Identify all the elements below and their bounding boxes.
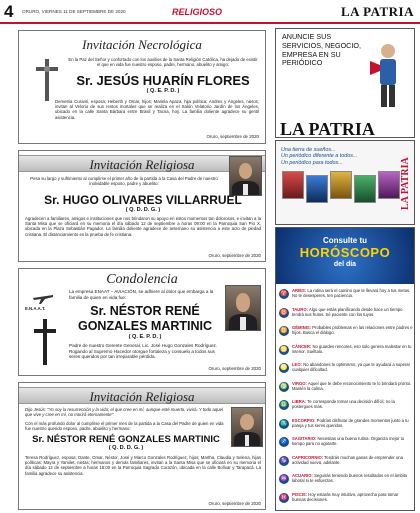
sign-prediction: Podrías disfrutar de grandes momentos junto a tu pareja y tus seres queridos. [292, 417, 409, 428]
sign-name: GÉMINIS: [292, 325, 312, 330]
magazine-cover-icon [354, 175, 376, 203]
newspaper-brand: LA PATRIA [341, 4, 414, 19]
sign-name: CÁNCER: [292, 343, 312, 349]
horoscope-banner-title: HORÓSCOPO [299, 245, 391, 260]
horoscope-text [292, 288, 413, 298]
notice-condolencia [18, 268, 266, 376]
sign-name: PISCIS: [292, 491, 308, 497]
section-title: RELIGIOSO [172, 7, 223, 17]
horoscope-text [292, 399, 413, 409]
deceased-photo [231, 407, 263, 447]
zodiac-icon: ♋ [280, 346, 288, 353]
cross-icon [29, 317, 61, 367]
horoscope-sign [279, 399, 413, 418]
notice-title: Invitación Religiosa [19, 155, 265, 172]
sign-prediction: Probables problemas en las relaciones entre padres e hijos. Busca el diálogo. [292, 325, 413, 335]
notice-body: Agradecen a familiares, amigos e instituciones que nos brindaron su apoyo en estos momentos tan dolorosos, e invitan a la Santa Misa que se oficiará en su memoria el día sábado 12 de septiembre a horas 09:00 en la Parroquia San Pío X, ubicada en la Plaza Sebastián Pagador. La familia doliente agradece de antemano su asistencia a este acto de piedad cristiana. El distanciamiento es la prueba de fe cristiana. [25, 216, 261, 237]
horoscope-sign [279, 344, 413, 363]
deceased-subtitle: ( Q. D. D. G. ) [125, 207, 161, 213]
deceased-photo [225, 285, 261, 331]
horoscope-text [292, 418, 413, 428]
sign-name: ESCORPIO: [292, 417, 316, 423]
deceased-name: Sr. NÉSTOR RENÉ GONZALES MARTINIC [32, 434, 220, 445]
deceased-name: Sr. HUGO OLIVARES VILLARRUEL [44, 193, 242, 207]
sign-name: SAGITARIO: [292, 436, 317, 441]
horoscope-sign [279, 307, 413, 326]
notice-signature: Oruro, septiembre de 2020 [208, 366, 261, 371]
ad-line-3: Un periódico para todos... [281, 159, 343, 166]
sign-prediction: No abandones tu optimismo, ya que te ayudará a superar cualquier dificultad. [292, 362, 411, 372]
notice-title: Condolencia [106, 272, 178, 287]
horoscope-sign [279, 362, 413, 381]
zodiac-icon: ♍ [280, 383, 288, 390]
sign-prediction: Necesitas una buena rutina. Organiza mejor tu tiempo para no agotarte. [292, 436, 405, 446]
zodiac-icon: ♐ [280, 439, 288, 445]
deceased-name-line1: Sr. NÉSTOR RENÉ [90, 304, 200, 318]
ad-anuncie[interactable] [275, 28, 415, 138]
horoscope-text [292, 381, 413, 391]
notice-intro: En la Paz del Señor y confortado con los auxilios de la Santa Religión Católica, ha dejado de existir el que en vida fue nuestro esposo, padre, hermano, abuelito y amigo: [68, 57, 258, 68]
bible-quote: Dijo Jesús: "Yo soy la resurrección y la vida; el que cree en mí, aunque esté muerto, vivirá. Y todo aquel que vive y cree en mí, no morirá eternamente" [25, 407, 223, 418]
sign-name: ARIES: [292, 288, 307, 293]
ad-logo: LA PATRIA [280, 119, 375, 139]
horoscope-banner-bottom: del día [333, 261, 357, 268]
horoscope-panel [275, 227, 415, 511]
sign-name: LIBRA: [292, 399, 307, 404]
sign-prediction: Aquel que te debe reconocimiento te lo brindará pronto. Mantén la calma. [292, 380, 412, 391]
sign-prediction: Seguirás teniendo buenos resultados en el ámbito laboral si te esfuerzas. [292, 473, 408, 483]
page-number: 4 [4, 2, 14, 21]
notice-body: Padre de nuestro Gerente General, Lic. José Hugo Gonzales Rodríguez. Rogando al Supremo Hacedor otorgue fortaleza y consuelo a todos sus seres queridos por tan irreparable pérdida. [69, 343, 218, 360]
zodiac-icon: ♈ [280, 291, 288, 297]
notice-signature: Oruro, septiembre de 2020 [208, 253, 261, 258]
notice-body: Teresa Rodríguez, esposa; Dante, Omar, Néstor, José y Marco Gonzales Rodríguez, hijos; Martha, Claudia y Selena, hijas políticas; Mayra y Yamilet, nietas; hermanos y demás familiares, invitan a la Santa Misa que se oficiará en su memoria el día sábado 12 de septiembre a horas 18:00 en la Parroquia Sagrado Corazón, ubicada en la calle Bolívar y Tarapacá. La familia agradece su asistencia. [25, 455, 261, 476]
zodiac-icon: ♓ [280, 494, 288, 501]
deceased-subtitle: ( Q. D. D. G. ) [108, 445, 144, 451]
horoscope-banner [276, 228, 414, 284]
sign-prediction: La rutina será el camino que te llevará hoy a tus metas. No te desesperes, ten paciencia. [292, 288, 411, 298]
horoscope-sign [279, 381, 413, 400]
ad-vertical-brand: LA PATRIA [400, 157, 411, 211]
horoscope-text [292, 436, 413, 446]
ad-line-1: Una tierra de sueños... [281, 147, 336, 153]
sign-name: LEO: [292, 362, 303, 367]
notice-signature: Oruro, septiembre de 2020 [206, 134, 259, 139]
sign-name: TAURO: [292, 306, 308, 312]
magazine-cover-icon [330, 171, 352, 199]
horoscope-sign [279, 473, 413, 492]
deceased-photo [229, 156, 262, 196]
zodiac-icon: ♒ [280, 476, 288, 482]
sign-prediction: Te corresponde tomar una decisión difícil, no la postergues más. [292, 399, 395, 409]
zodiac-icon: ♑ [280, 457, 288, 464]
zodiac-icon: ♏ [280, 420, 288, 427]
notice-invitacion-gonzales [18, 382, 266, 510]
notice-invitacion-olivares [18, 150, 266, 262]
crucifix-icon [33, 57, 61, 103]
sign-name: CAPRICORNIO: [292, 454, 324, 460]
page-header [0, 0, 420, 24]
ad-text: ANUNCIE SUS SERVICIOS, NEGOCIO, EMPRESA EN SU PERIÓDICO [282, 32, 361, 68]
notice-title: Invitación Necrológica [82, 37, 202, 52]
ad-subscribe-text [281, 147, 357, 166]
horoscope-sign [279, 436, 413, 455]
magazine-cover-icon [306, 175, 328, 203]
org-label: E.N.A.A.T. [25, 306, 46, 311]
notice-intro: Con el más profundo dolor al cumplirse el primer mes de la partida a la Casa del Padre de quien en vida fue nuestro querido esposo, padre, abuelito y hermano: [25, 421, 224, 432]
horoscope-text [292, 362, 413, 372]
zodiac-icon: ♉ [280, 309, 288, 316]
deceased-subtitle: ( Q. E. P. D. ) [146, 88, 180, 94]
horoscope-text [292, 455, 413, 465]
deceased-subtitle: ( Q. E. P. D. ) [128, 334, 162, 340]
deceased-name-line2: GONZALES MARTINIC [77, 319, 213, 333]
horoscope-sign [279, 325, 413, 344]
sign-prediction: No guardes rencores, eso solo genera malestar en tu interior. Suéltalo. [292, 343, 412, 354]
horoscope-text [292, 307, 413, 317]
airplane-logo-icon [31, 289, 55, 305]
sign-prediction: Tendrás muchas ganas de emprender una actividad nueva, adelante. [292, 454, 403, 465]
zodiac-icon: ♎ [280, 402, 288, 408]
notice-title: Invitación Religiosa [19, 387, 265, 404]
deceased-name: Sr. JESÚS HUARÍN FLORES [76, 73, 250, 88]
horoscope-sign [279, 455, 413, 474]
ad-subscribe[interactable] [275, 140, 415, 225]
horoscope-text [292, 473, 413, 483]
zodiac-icon: ♌ [280, 365, 288, 371]
zodiac-icon: ♊ [280, 328, 288, 334]
horoscope-text [292, 492, 413, 502]
sign-name: ACUARIO: [292, 473, 313, 478]
magazine-cover-icon [378, 171, 400, 199]
horoscope-sign [279, 288, 413, 307]
notice-necrologica [18, 30, 266, 144]
horoscope-sign [279, 418, 413, 437]
notice-signature: Oruro, septiembre de 2020 [208, 501, 261, 506]
notice-intro: La empresa ENAAT – AVIACIÓN, se adhiere al dolor que embarga a la familia de quien en vida fue: [69, 289, 214, 300]
horoscope-banner-top: Consulte tu [323, 236, 367, 245]
horoscope-text [292, 344, 413, 354]
edition-date: ORURO, VIERNES 11 DE SEPTIEMBRE DE 2020 [22, 9, 126, 14]
notice-body: Demetria Cusiviri, esposa; Heberth y Omar, hijos; Mariela Apaza, hija política; Andres y Ángeles, nietos; invitan al Velorio de sus restos mortales que se realiza en el Salón Velatorio Jardín de los Ángeles, ubicado en la calle Santa Bárbara entre Brasil y Tacna, hoy. La familia doliente agradece su gentil asistencia. [55, 99, 259, 120]
horoscope-sign [279, 492, 413, 511]
ad-line-2: Un periódico diferente a todos... [281, 153, 358, 160]
person-with-megaphone-icon [368, 41, 408, 111]
sign-prediction: Algo que estás planificando desde hace un tiempo tendrá sus frutos. Sé paciente con los tuyos. [292, 306, 403, 317]
notice-intro: Pesa su largo y sufrimiento al cumplirse el primer año de la partida a la Casa del Padre de nuestro inolvidable esposo, padre y abuelito: [30, 176, 218, 187]
sign-name: VIRGO: [292, 380, 307, 386]
magazine-cover-icon [282, 171, 304, 199]
sign-prediction: Hoy estarás muy intuitivo, aprovecha para tomar buenas decisiones. [292, 491, 399, 502]
horoscope-text [292, 325, 413, 335]
